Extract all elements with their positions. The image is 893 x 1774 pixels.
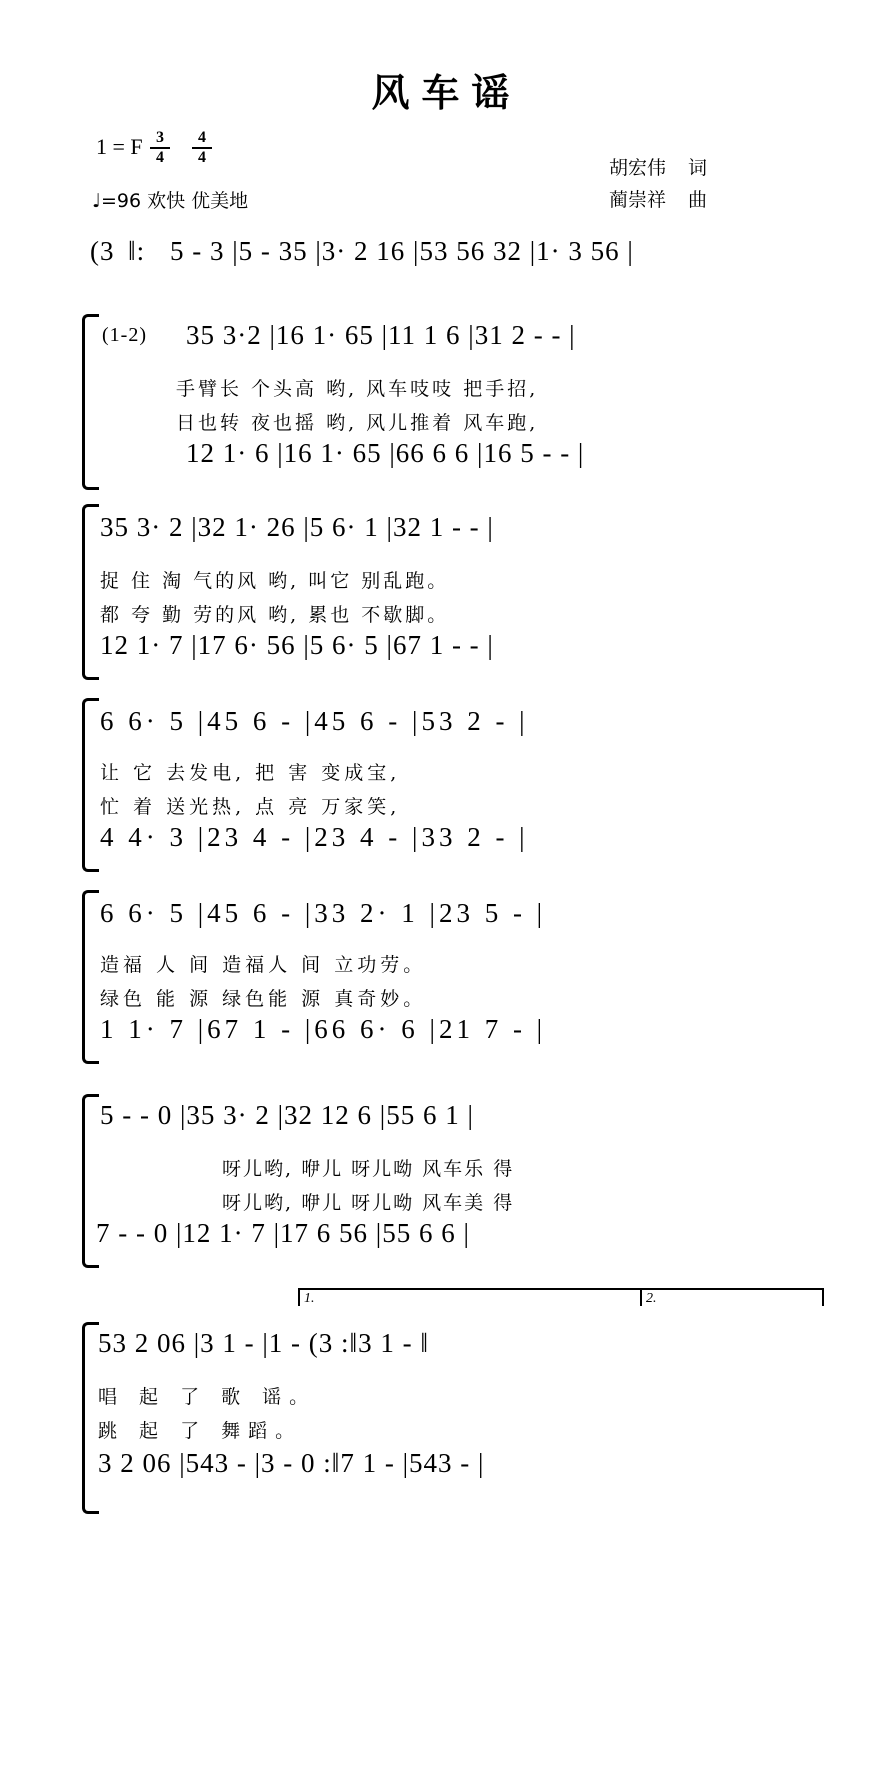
lyric-line-2b: 都 夸 勤 劳的风 哟, 累也 不歇脚。 xyxy=(100,604,450,626)
key-signature: 1 = F xyxy=(96,134,143,159)
lyric-line-3b: 忙 着 送光热, 点 亮 万家笑, xyxy=(100,796,401,818)
lyric-line-1b: 日也转 夜也摇 哟, 风儿推着 风车跑, xyxy=(176,412,539,434)
system-bracket xyxy=(82,1322,99,1514)
lyric-line-1a: 手臂长 个头高 哟, 风车吱吱 把手招, xyxy=(176,378,539,400)
lyric-line-3a: 让 它 去发电, 把 害 变成宝, xyxy=(100,762,401,784)
intro-prefix: (3 xyxy=(90,236,115,266)
melody-bottom-4: 1 1· 7 |67 1 - |66 6· 6 |21 7 - | xyxy=(100,1014,547,1044)
melody-bottom-3: 4 4· 3 |23 4 - |23 4 - |33 2 - | xyxy=(100,822,529,852)
time-signature-4-4: 4 4 xyxy=(192,130,212,166)
lyric-line-2a: 捉 住 淘 气的风 哟, 叫它 别乱跑。 xyxy=(100,570,450,592)
volta-1-bracket: 1. xyxy=(298,1288,640,1306)
lyric-line-6b: 跳 起 了 舞蹈。 xyxy=(98,1420,303,1442)
melody-top-1: 35 3·2 |16 1· 65 |11 1 6 |31 2 - - | xyxy=(186,320,576,350)
credits xyxy=(609,152,707,216)
melody-top-6: 53 2 06 |3 1 - |1 - (3 :‖3 1 - ‖ xyxy=(98,1328,429,1358)
melody-top-2: 35 3· 2 |32 1· 26 |5 6· 1 |32 1 - - | xyxy=(100,512,494,542)
tempo-marking: ♩=96 欢快 优美地 xyxy=(92,190,249,212)
melody-bottom-1: 12 1· 6 |16 1· 65 |66 6 6 |16 5 - - | xyxy=(186,438,585,468)
lyric-line-5a: 呀儿哟, 咿儿 呀儿呦 风车乐 得 xyxy=(222,1158,515,1180)
melody-top-5: 5 - - 0 |35 3· 2 |32 12 6 |55 6 1 | xyxy=(100,1100,474,1130)
intro-melody: 5 - 3 |5 - 35 |3· 2 16 |53 56 32 |1· 3 56 | xyxy=(170,236,634,266)
lyric-line-4a: 造福 人 间 造福人 间 立功劳。 xyxy=(100,954,427,976)
ending-label-1-2: (1-2) xyxy=(102,324,147,346)
lyric-line-5b: 呀儿哟, 咿儿 呀儿呦 风车美 得 xyxy=(222,1192,515,1214)
page-title: 风车谣 xyxy=(371,70,522,115)
system-bracket xyxy=(82,890,99,1064)
time-signature-3-4: 3 4 xyxy=(150,130,170,166)
melody-bottom-5: 7 - - 0 |12 1· 7 |17 6 56 |55 6 6 | xyxy=(96,1218,470,1248)
system-bracket xyxy=(82,314,99,490)
melody-top-4: 6 6· 5 |45 6 - |33 2· 1 |23 5 - | xyxy=(100,898,547,928)
composer-credit: 蔺崇祥 曲 xyxy=(608,189,707,211)
lyricist-credit: 胡宏伟 词 xyxy=(608,157,707,179)
melody-bottom-2: 12 1· 7 |17 6· 56 |5 6· 5 |67 1 - - | xyxy=(100,630,494,660)
intro-repeat-sign: ‖: xyxy=(128,236,146,266)
volta-2-bracket: 2. xyxy=(640,1288,824,1306)
system-bracket xyxy=(82,698,99,872)
lyric-line-4b: 绿色 能 源 绿色能 源 真奇妙。 xyxy=(100,988,427,1010)
lyric-line-6a: 唱 起 了 歌 谣。 xyxy=(98,1386,317,1408)
melody-bottom-6: 3 2 06 |543 - |3 - 0 :‖7 1 - |543 - | xyxy=(98,1448,485,1478)
system-bracket xyxy=(82,504,99,680)
melody-top-3: 6 6· 5 |45 6 - |45 6 - |53 2 - | xyxy=(100,706,529,736)
